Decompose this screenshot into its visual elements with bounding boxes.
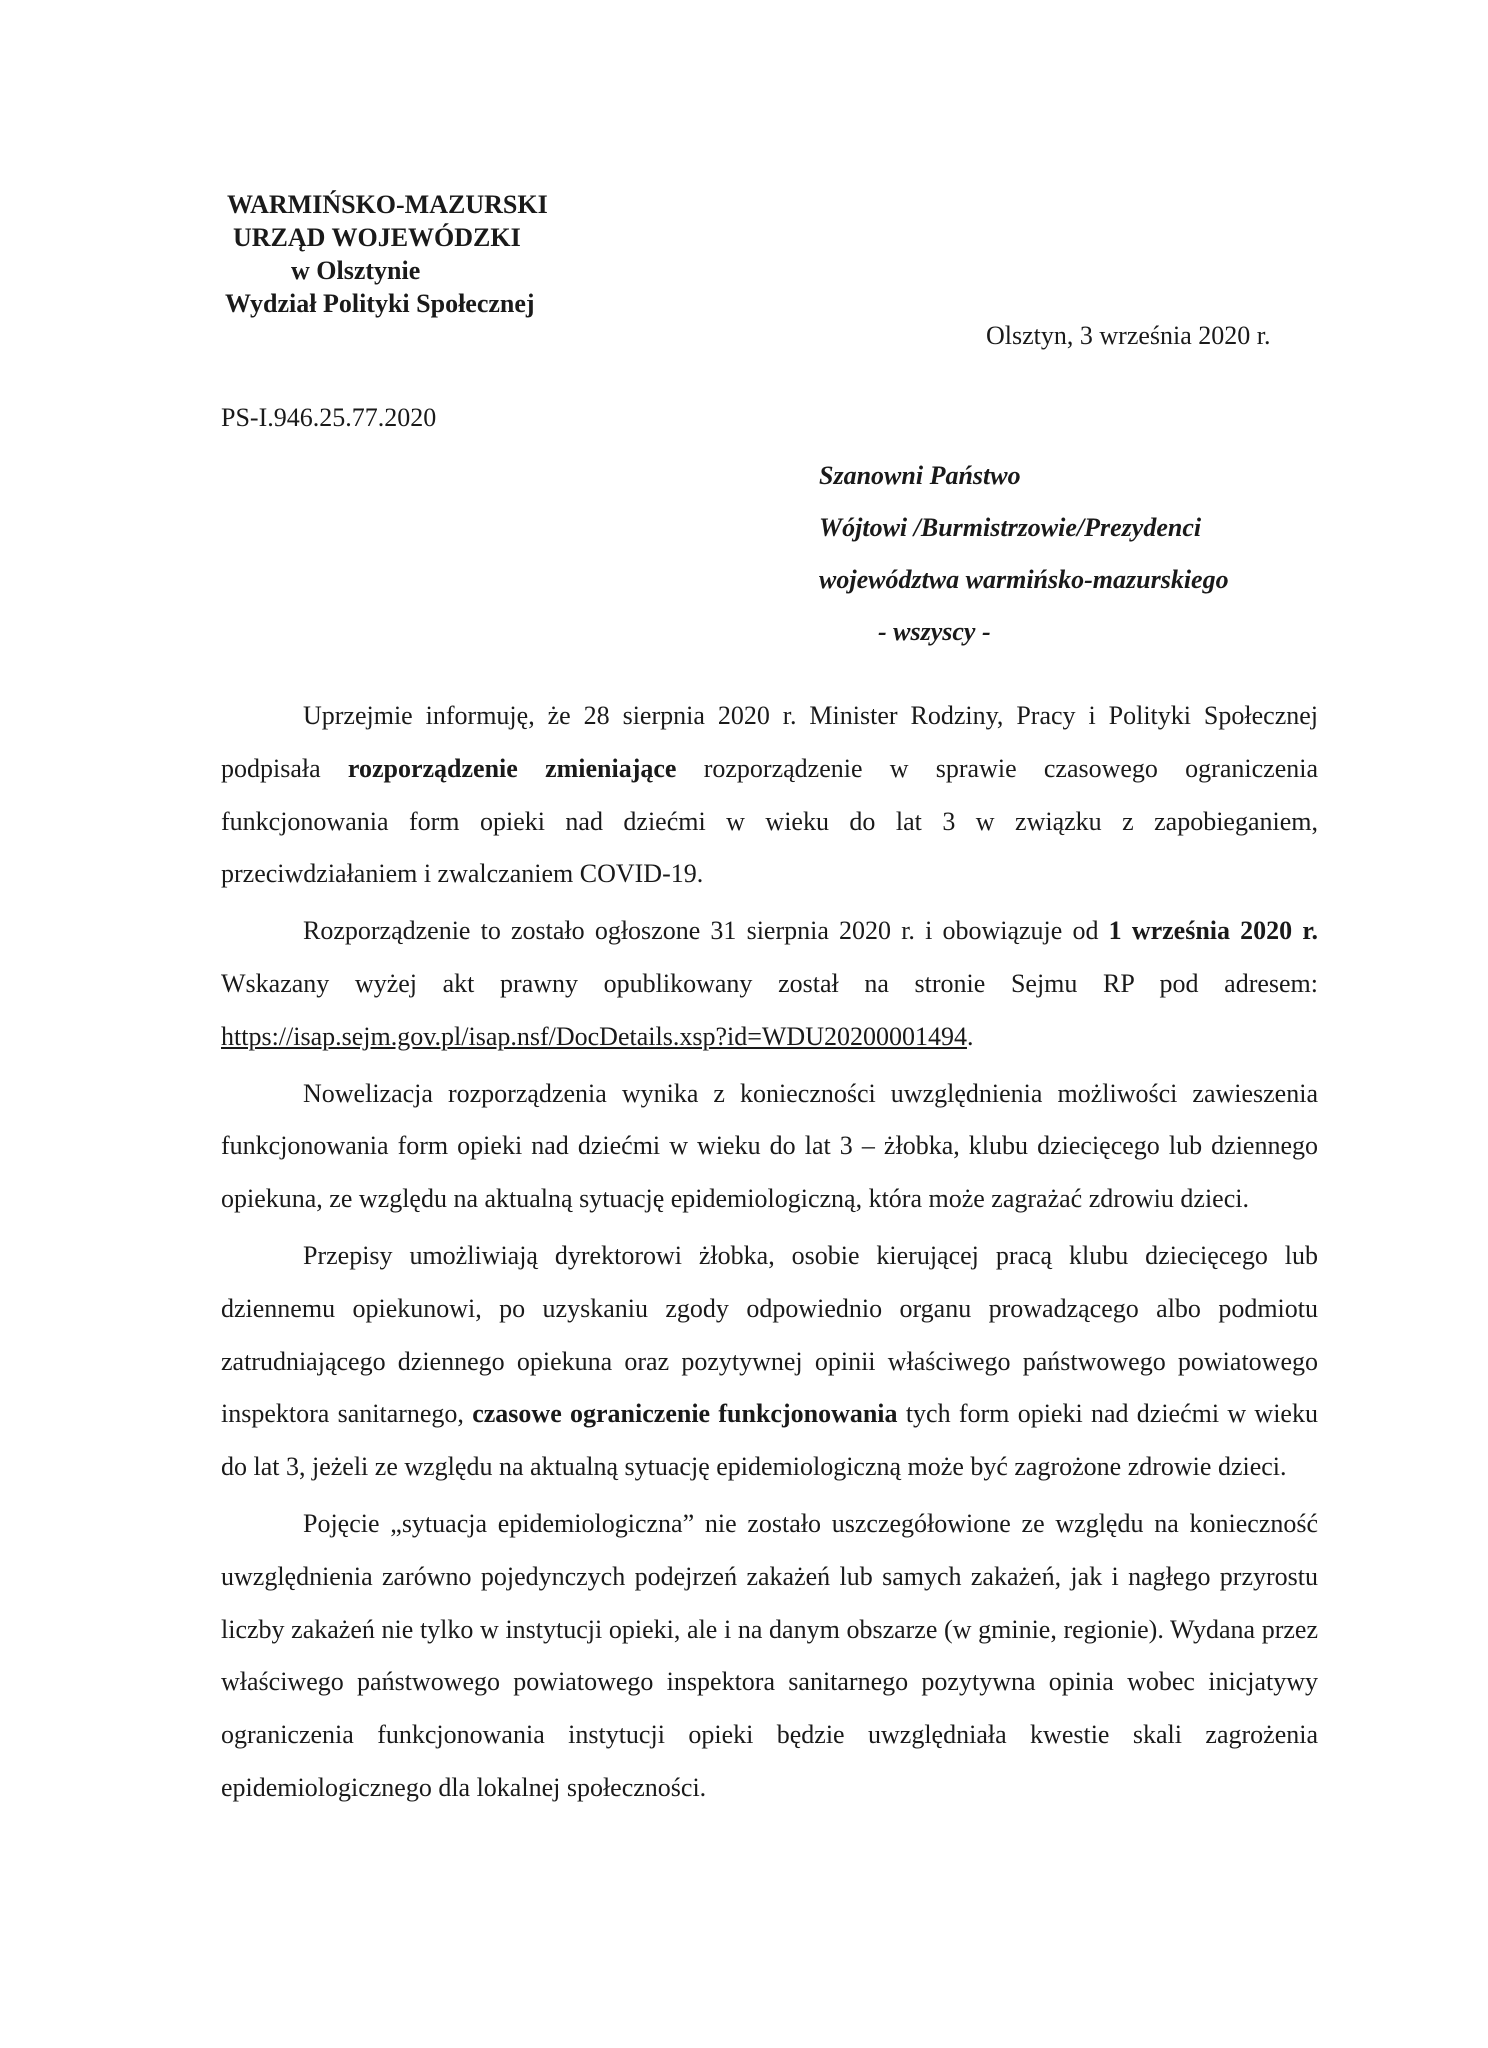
paragraph-1-bold: rozporządzenie zmieniające: [347, 753, 677, 783]
recipient-line-4: - wszyscy -: [878, 617, 991, 646]
recipient-line-3: województwa warmińsko-mazurskiego: [819, 565, 1229, 594]
paragraph-2-text-c: Wskazany wyżej akt prawny opublikowany został na stronie Sejmu RP pod adresem:: [221, 968, 1318, 998]
paragraph-1-text-c: rozporządzenie w sprawie czasowego ograniczenia funkcjonowania form opieki nad dziećmi w wieku do lat 3 w związku z zapobieganiem, przeciwdziałaniem i zwalczaniem COVID-19.: [221, 753, 1318, 889]
recipient-line-2: Wójtowi /Burmistrzowie/Prezydenci: [819, 513, 1202, 542]
sender-line-3: w Olsztynie: [291, 256, 421, 285]
sender-line-1: WARMIŃSKO-MAZURSKI: [227, 190, 548, 219]
sender-block: [220, 188, 548, 320]
recipient-line-1: Szanowni Państwo: [819, 461, 1021, 490]
paragraph-4: [221, 1230, 1318, 1494]
paragraph-4-bold: czasowe ograniczenie funkcjonowania: [472, 1399, 898, 1429]
reference-number: PS-I.946.25.77.2020: [221, 403, 437, 432]
sender-line-2: URZĄD WOJEWÓDZKI: [233, 223, 521, 252]
paragraph-4-text-c: tych form opieki nad dziećmi w wieku do lat 3, jeżeli ze względu na aktualną sytuację epidemiologiczną może być zagrożone zdrowie dzieci.: [221, 1399, 1318, 1482]
paragraph-1-text-a: Uprzejmie informuję, że 28 sierpnia 2020 r. Minister Rodziny, Pracy i Polityki Społecznej podpisała: [221, 701, 1318, 783]
letter-date: Olsztyn, 3 września 2020 r.: [986, 321, 1271, 350]
paragraph-2-text-a: Rozporządzenie to zostało ogłoszone 31 sierpnia 2020 r. i obowiązuje od: [303, 916, 1109, 946]
sender-line-4: Wydział Polityki Społecznej: [225, 289, 535, 318]
paragraph-2-text-d: .: [966, 1021, 974, 1051]
recipient-block: [819, 450, 1229, 658]
paragraph-4-text-a: Przepisy umożliwiają dyrektorowi żłobka, osobie kierującej pracą klubu dziecięcego lub dziennemu opiekunowi, po uzyskaniu zgody odpowiednio organu prowadzącego albo podmiotu zatrudniającego dziennego opiekuna oraz pozytywnej opinii właściwego państwowego powiatowego inspektora sanitarnego,: [221, 1240, 1318, 1429]
paragraph-5: Pojęcie „sytuacja epidemiologiczna” nie zostało uszczegółowione ze względu na konieczność uwzględnienia zarówno pojedynczych podejrzeń zakażeń lub samych zakażeń, jak i nagłego przyrostu liczby zakażeń nie tylko w instytucji opieki, ale i na danym obszarze (w gminie, regionie). Wydana przez właściwego państwowego powiatowego inspektora sanitarnego pozytywna opinia wobec inicjatywy ograniczenia funkcjonowania instytucji opieki będzie uwzględniała kwestie skali zagrożenia epidemiologicznego dla lokalnej społeczności.: [221, 1508, 1318, 1802]
paragraph-2-bold: 1 września 2020 r.: [1108, 916, 1318, 946]
isap-link[interactable]: https://isap.sejm.gov.pl/isap.nsf/DocDetails.xsp?id=WDU20200001494: [221, 1021, 967, 1051]
paragraph-3: Nowelizacja rozporządzenia wynika z konieczności uwzględnienia możliwości zawieszenia funkcjonowania form opieki nad dziećmi w wieku do lat 3 – żłobka, klubu dziecięcego lub dziennego opiekuna, ze względu na aktualną sytuację epidemiologiczną, która może zagrażać zdrowiu dzieci.: [221, 1078, 1318, 1214]
paragraph-2: [221, 905, 1318, 1063]
paragraph-1: [221, 690, 1318, 901]
letter-body: [221, 690, 1318, 1815]
